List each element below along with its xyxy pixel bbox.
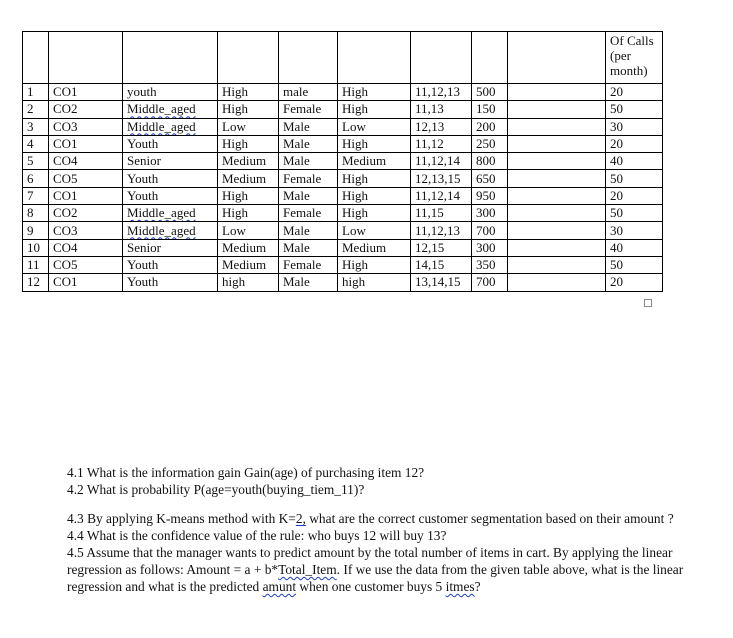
table-cell	[123, 239, 218, 256]
table-cell	[411, 170, 472, 187]
cell-value: High	[342, 187, 368, 203]
table-cell	[218, 153, 279, 170]
cell-value: CO1	[53, 84, 78, 100]
cell-value: 50	[610, 257, 623, 273]
table-cell	[218, 101, 279, 118]
cell-value: CO1	[53, 187, 78, 203]
table-cell	[472, 135, 508, 152]
cell-value: Male	[283, 153, 310, 169]
header-cell	[23, 32, 49, 84]
table-cell	[411, 239, 472, 256]
table-cell	[23, 118, 49, 135]
cell-value: 40	[610, 239, 623, 255]
cell-value: Youth	[127, 170, 159, 186]
table-cell	[508, 153, 606, 170]
table-cell	[218, 256, 279, 273]
questions-block	[67, 464, 687, 595]
table-cell	[472, 187, 508, 204]
table-cell	[508, 118, 606, 135]
table-cell	[123, 187, 218, 204]
table-cell	[279, 84, 338, 101]
cell-value: 50	[610, 205, 623, 221]
table-cell	[338, 205, 411, 222]
header-cell	[49, 32, 123, 84]
cell-value: 1	[27, 84, 34, 100]
table-cell	[508, 205, 606, 222]
cell-value: 11,12,13	[415, 84, 461, 100]
table-cell	[338, 153, 411, 170]
question-4-3-text: 4.3 By applying K-means method with K=	[67, 511, 296, 526]
cell-value: 350	[476, 257, 496, 273]
cell-value: 250	[476, 136, 496, 152]
cell-value: CO4	[53, 153, 78, 169]
table-cell	[606, 222, 663, 239]
table-cell	[23, 205, 49, 222]
cell-value: CO5	[53, 170, 78, 186]
cell-value: Low	[222, 118, 246, 134]
table-cell	[508, 187, 606, 204]
question-4-4: 4.4 What is the confidence value of the rule: who buys 12 will buy 13?	[67, 528, 447, 543]
table-row	[23, 205, 663, 222]
cell-value: 20	[610, 187, 623, 203]
table-cell	[123, 135, 218, 152]
table-cell	[508, 222, 606, 239]
question-4-5-total-item: Total_Item	[278, 562, 337, 577]
cell-value: 650	[476, 170, 496, 186]
cell-value: 950	[476, 187, 496, 203]
table-cell	[49, 256, 123, 273]
cell-value: 11,12	[415, 136, 444, 152]
cell-value: 12	[27, 274, 40, 290]
table-cell	[606, 170, 663, 187]
table-cell	[508, 170, 606, 187]
cell-value: 12,13,15	[415, 170, 461, 186]
table-cell	[49, 170, 123, 187]
question-4-5-itmes: itmes	[445, 579, 475, 594]
table-cell	[606, 135, 663, 152]
cell-value: Medium	[222, 239, 267, 255]
table-cell	[338, 118, 411, 135]
table-cell	[411, 205, 472, 222]
table-cell	[123, 101, 218, 118]
cell-value: CO3	[53, 118, 78, 134]
cell-value: 8	[27, 205, 34, 221]
table-cell	[218, 205, 279, 222]
table-cell	[218, 274, 279, 291]
table-cell	[218, 222, 279, 239]
table-row	[23, 187, 663, 204]
table-cell	[338, 222, 411, 239]
table-cell	[338, 239, 411, 256]
header-cell	[279, 32, 338, 84]
table-header-row	[23, 32, 663, 84]
cell-value: Medium	[222, 153, 267, 169]
cell-value: 9	[27, 222, 34, 238]
table-row	[23, 118, 663, 135]
table-cell	[23, 153, 49, 170]
table-cell	[49, 187, 123, 204]
table-cell	[508, 101, 606, 118]
cell-value: 300	[476, 205, 496, 221]
cell-value: 11,12,13	[415, 222, 461, 238]
cell-value: 11,13	[415, 101, 444, 117]
table-cell	[338, 274, 411, 291]
question-4-5	[67, 544, 687, 595]
table-cell	[606, 239, 663, 256]
cell-value: high	[342, 274, 366, 290]
cell-value: 11,12,14	[415, 187, 461, 203]
table-cell	[411, 222, 472, 239]
table-cell	[472, 153, 508, 170]
table-cell	[279, 256, 338, 273]
table-cell	[123, 84, 218, 101]
cell-value: 20	[610, 84, 623, 100]
table-cell	[23, 187, 49, 204]
question-4-5-text-mid: . If we use the data from the given table above, what is the linear regression and what is the predicted	[67, 562, 684, 594]
table-cell	[23, 135, 49, 152]
cell-value: 20	[610, 274, 623, 290]
cell-value: 12,13	[415, 118, 445, 134]
table-row	[23, 274, 663, 291]
cell-value: Youth	[127, 187, 159, 203]
question-4-5-text: 4.5 Assume that the manager wants to predict amount by the total number of items in cart. By applying the linear regression as follows: Amount = a + b*	[67, 545, 673, 577]
table-cell	[279, 170, 338, 187]
table-cell	[338, 256, 411, 273]
table-row	[23, 256, 663, 273]
table-cell	[279, 239, 338, 256]
cell-value: High	[342, 136, 368, 152]
question-4-1: 4.1 What is the information gain Gain(age) of purchasing item 12?	[67, 465, 425, 480]
table-cell	[279, 153, 338, 170]
cell-value: Male	[283, 136, 310, 152]
cell-value: Senior	[127, 153, 161, 169]
table-cell	[472, 101, 508, 118]
table-cell	[218, 170, 279, 187]
table-cell	[472, 84, 508, 101]
cell-value: 10	[27, 239, 40, 255]
table-cell	[606, 84, 663, 101]
cell-value: 11	[27, 257, 40, 273]
table-cell	[411, 118, 472, 135]
table-cell	[49, 222, 123, 239]
table-cell	[411, 187, 472, 204]
table-cell	[472, 274, 508, 291]
table-cell	[606, 187, 663, 204]
cell-value: High	[342, 84, 368, 100]
cell-value: High	[222, 101, 248, 117]
header-calls-cell: Of Calls (per month)	[606, 32, 663, 84]
cell-value: Youth	[127, 136, 159, 152]
table-cell	[123, 153, 218, 170]
cell-value: High	[342, 170, 368, 186]
cell-value: Female	[283, 205, 322, 221]
table-resize-handle[interactable]	[644, 299, 652, 307]
table-cell	[123, 274, 218, 291]
question-4-3-k-value: 2,	[295, 511, 306, 526]
cell-value: youth	[127, 84, 157, 100]
header-cell	[338, 32, 411, 84]
cell-value: 200	[476, 118, 496, 134]
header-cell	[472, 32, 508, 84]
cell-value: Middle_aged	[127, 118, 196, 134]
table-cell	[279, 222, 338, 239]
table-cell	[606, 205, 663, 222]
table-cell	[23, 256, 49, 273]
question-4-3	[67, 510, 687, 527]
table-cell	[218, 239, 279, 256]
cell-value: 30	[610, 222, 623, 238]
cell-value: Middle_aged	[127, 101, 196, 117]
table-cell	[49, 101, 123, 118]
table-cell	[279, 274, 338, 291]
cell-value: 30	[610, 118, 623, 134]
table-cell	[23, 274, 49, 291]
cell-value: 4	[27, 136, 34, 152]
cell-value: 5	[27, 153, 34, 169]
table-cell	[49, 135, 123, 152]
header-cell	[218, 32, 279, 84]
table-cell	[49, 239, 123, 256]
cell-value: 6	[27, 170, 34, 186]
cell-value: CO5	[53, 257, 78, 273]
table-row	[23, 135, 663, 152]
table-cell	[218, 118, 279, 135]
cell-value: 2	[27, 101, 34, 117]
table-cell	[606, 118, 663, 135]
cell-value: Medium	[222, 257, 267, 273]
cell-value: CO4	[53, 239, 78, 255]
table-cell	[279, 135, 338, 152]
table-cell	[411, 135, 472, 152]
table-cell	[411, 101, 472, 118]
question-4-5-amunt: amunt	[262, 579, 297, 594]
cell-value: High	[222, 84, 248, 100]
table-cell	[411, 274, 472, 291]
cell-value: Male	[283, 239, 310, 255]
cell-value: 14,15	[415, 257, 445, 273]
cell-value: 7	[27, 187, 34, 203]
header-cell	[123, 32, 218, 84]
cell-value: 300	[476, 239, 496, 255]
cell-value: Male	[283, 222, 310, 238]
table-cell	[606, 101, 663, 118]
table-cell	[606, 274, 663, 291]
table-cell	[508, 274, 606, 291]
cell-value: Middle_aged	[127, 222, 196, 238]
table-row	[23, 101, 663, 118]
table-cell	[411, 84, 472, 101]
table-cell	[472, 170, 508, 187]
table-row	[23, 222, 663, 239]
table-cell	[338, 84, 411, 101]
cell-value: Female	[283, 170, 322, 186]
cell-value: Medium	[222, 170, 267, 186]
cell-value: 800	[476, 153, 496, 169]
table-cell	[218, 135, 279, 152]
table-cell	[49, 118, 123, 135]
customer-data-table	[22, 31, 663, 292]
table-cell	[338, 170, 411, 187]
table-cell	[123, 256, 218, 273]
cell-value: Male	[283, 118, 310, 134]
table-row	[23, 239, 663, 256]
table-cell	[508, 135, 606, 152]
cell-value: CO1	[53, 136, 78, 152]
table-cell	[49, 153, 123, 170]
cell-value: 11,15	[415, 205, 444, 221]
table-row	[23, 170, 663, 187]
question-4-5-text-end: ?	[474, 579, 481, 594]
table-cell	[218, 84, 279, 101]
cell-value: CO1	[53, 274, 78, 290]
table-cell	[218, 187, 279, 204]
table-cell	[23, 101, 49, 118]
table-cell	[606, 256, 663, 273]
cell-value: 13,14,15	[415, 274, 461, 290]
cell-value: 700	[476, 274, 496, 290]
cell-value: 3	[27, 118, 34, 134]
cell-value: Low	[342, 222, 366, 238]
table-cell	[472, 118, 508, 135]
cell-value: High	[222, 136, 248, 152]
table-cell	[606, 153, 663, 170]
cell-value: Low	[342, 118, 366, 134]
cell-value: 500	[476, 84, 496, 100]
header-cell	[508, 32, 606, 84]
table-cell	[23, 222, 49, 239]
table-cell	[49, 84, 123, 101]
cell-value: Male	[283, 274, 310, 290]
table-cell	[123, 222, 218, 239]
table-row	[23, 84, 663, 101]
table-cell	[472, 239, 508, 256]
table-cell	[338, 135, 411, 152]
table-cell	[279, 101, 338, 118]
cell-value: male	[283, 84, 309, 100]
table-cell	[338, 187, 411, 204]
cell-value: Medium	[342, 153, 387, 169]
cell-value: Low	[222, 222, 246, 238]
table-cell	[49, 274, 123, 291]
cell-value: 50	[610, 170, 623, 186]
table-cell	[508, 239, 606, 256]
table-cell	[472, 205, 508, 222]
table-cell	[123, 118, 218, 135]
table-cell	[338, 101, 411, 118]
table-cell	[411, 153, 472, 170]
table-cell	[508, 256, 606, 273]
cell-value: Female	[283, 101, 322, 117]
cell-value: Medium	[342, 239, 387, 255]
table-cell	[23, 170, 49, 187]
cell-value: High	[342, 257, 368, 273]
cell-value: 700	[476, 222, 496, 238]
question-4-3-text-end: what are the correct customer segmentation based on their amount ?	[305, 511, 674, 526]
cell-value: Middle_aged	[127, 205, 196, 221]
table-cell	[508, 84, 606, 101]
table-cell	[23, 239, 49, 256]
table-row	[23, 153, 663, 170]
cell-value: 12,15	[415, 239, 445, 255]
cell-value: Female	[283, 257, 322, 273]
cell-value: 20	[610, 136, 623, 152]
cell-value: CO2	[53, 101, 78, 117]
table-cell	[49, 205, 123, 222]
table-cell	[279, 187, 338, 204]
header-cell	[411, 32, 472, 84]
question-4-5-text-mid2: when one customer buys 5	[296, 579, 446, 594]
cell-value: 50	[610, 101, 623, 117]
cell-value: High	[222, 187, 248, 203]
cell-value: High	[342, 101, 368, 117]
question-4-2: 4.2 What is probability P(age=youth(buying_tiem_11)?	[67, 482, 365, 497]
cell-value: Youth	[127, 257, 159, 273]
cell-value: 11,12,14	[415, 153, 461, 169]
cell-value: high	[222, 274, 246, 290]
cell-value: Male	[283, 187, 310, 203]
table-cell	[411, 256, 472, 273]
table-cell	[279, 118, 338, 135]
cell-value: CO2	[53, 205, 78, 221]
table-cell	[23, 84, 49, 101]
table-cell	[123, 170, 218, 187]
table-cell	[123, 205, 218, 222]
cell-value: High	[222, 205, 248, 221]
cell-value: CO3	[53, 222, 78, 238]
table-cell	[472, 256, 508, 273]
cell-value: 150	[476, 101, 496, 117]
table-cell	[279, 205, 338, 222]
cell-value: 40	[610, 153, 623, 169]
table-cell	[472, 222, 508, 239]
cell-value: Youth	[127, 274, 159, 290]
table-body	[23, 84, 663, 292]
cell-value: High	[342, 205, 368, 221]
cell-value: Senior	[127, 239, 161, 255]
